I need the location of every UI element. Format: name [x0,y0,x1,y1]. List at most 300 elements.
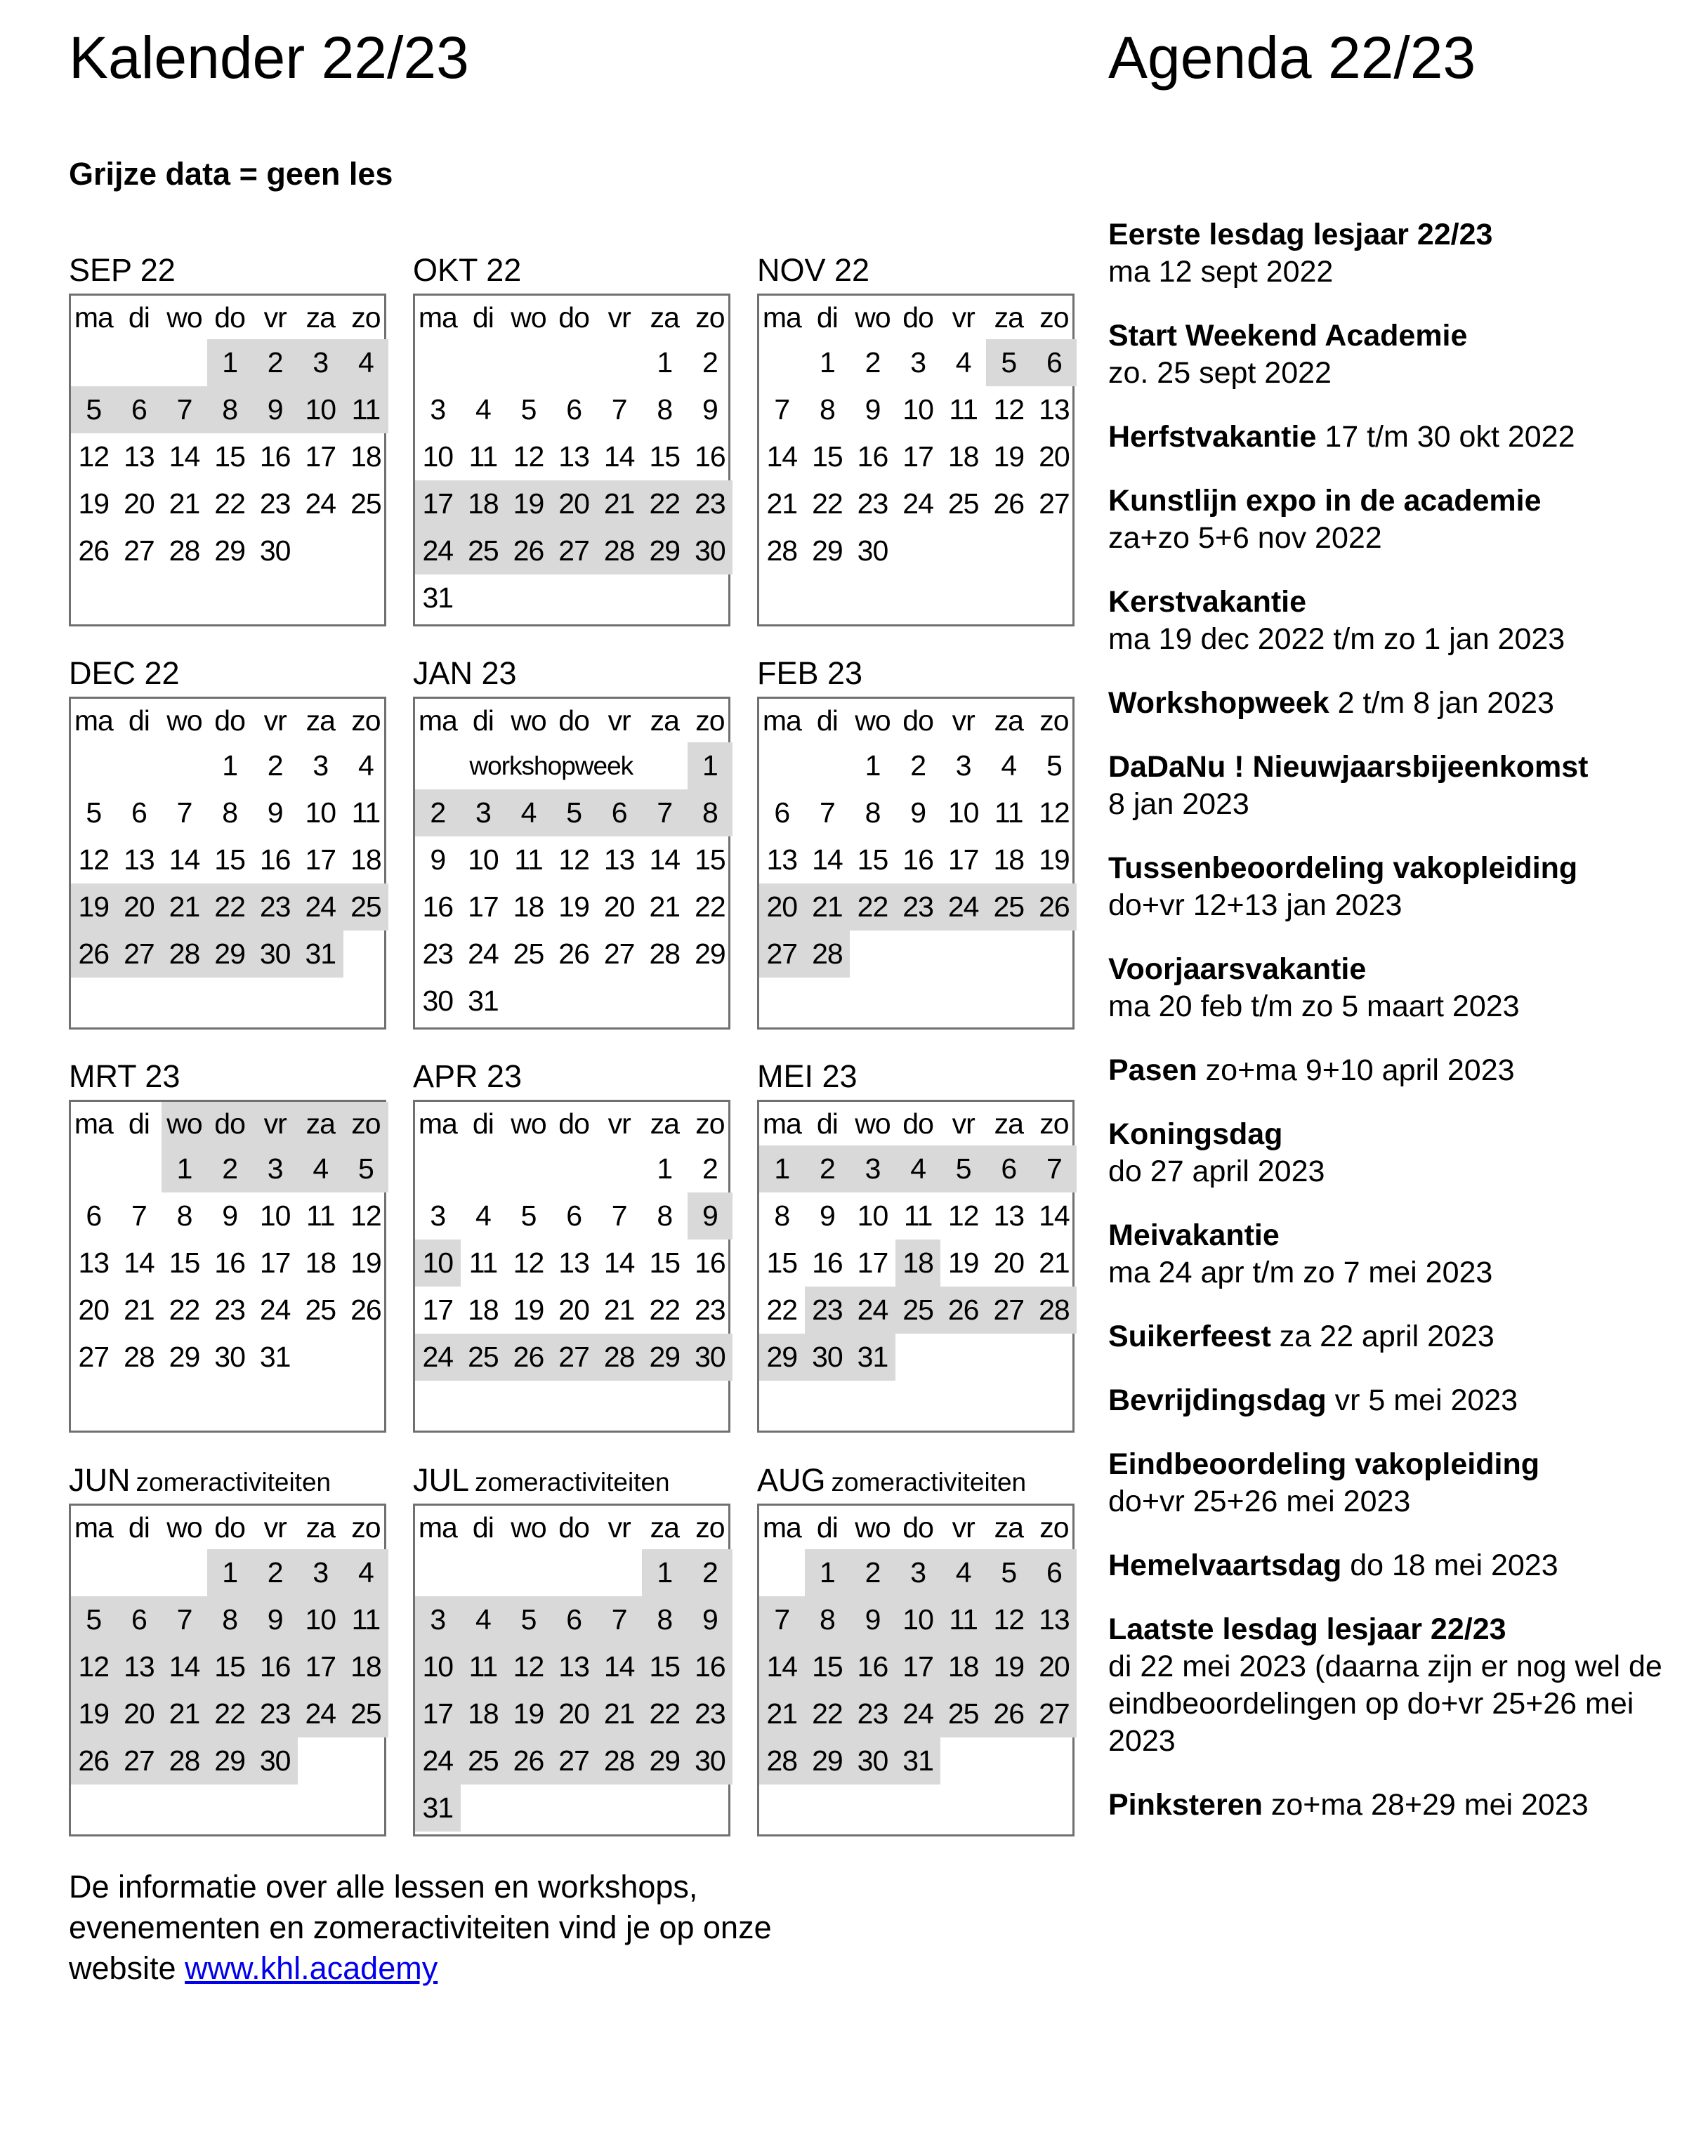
weekday-header: do [207,1102,253,1145]
day-cell: 14 [812,843,843,876]
day-cell: 5 [986,339,1032,386]
day-cell: 17 [298,1643,343,1690]
weekday-header: wo [511,1107,546,1140]
day-cell: 14 [124,1247,155,1279]
day-cell: 1 [207,339,253,386]
day-cell: 14 [649,843,681,876]
day-cell: 7 [774,393,790,426]
day-cell: 22 [805,1690,850,1737]
day-cell: 1 [657,346,673,379]
day-cell: 25 [461,1737,506,1784]
day-cell: 12 [993,393,1025,426]
day-cell: 3 [415,1596,461,1643]
day-cell: 2 [702,346,718,379]
day-cell: 15 [766,1247,798,1279]
day-cell: 14 [759,1643,805,1690]
month-note: zomeractiviteiten [831,1468,1027,1497]
day-cell: 26 [506,527,551,574]
day-cell: 21 [766,487,798,520]
day-cell: 8 [805,1596,850,1643]
day-cell: 27 [117,1737,162,1784]
day-cell: 27 [603,938,635,970]
day-cell: 18 [350,843,381,876]
day-cell: 14 [596,1643,642,1690]
month-grid [413,1504,730,1836]
day-cell: 29 [642,1737,688,1784]
day-cell: 16 [812,1247,843,1279]
day-cell: 19 [78,487,110,520]
day-cell: 22 [850,883,895,931]
month-name: MEI 23 [757,1058,858,1094]
day-cell: 11 [468,1247,498,1279]
day-cell: 15 [857,843,888,876]
day-cell: 25 [305,1294,336,1326]
day-cell: 21 [162,883,207,931]
day-cell: 2 [267,749,283,782]
day-cell: 16 [259,440,291,473]
day-cell: 20 [124,487,155,520]
day-cell: 9 [252,386,298,433]
weekday-header: vr [607,704,631,737]
agenda-item [1108,317,1670,392]
day-cell: 8 [176,1199,192,1232]
agenda-item [1108,1382,1670,1419]
day-cell: 11 [949,393,978,426]
day-cell: 15 [214,440,245,473]
weekday-header: za [994,1511,1023,1544]
day-cell: 25 [986,883,1032,931]
agenda-item-title: Suikerfeest [1108,1320,1271,1353]
day-cell: 4 [1001,749,1017,782]
day-cell: 29 [805,1737,850,1784]
day-cell: 7 [162,1596,207,1643]
day-cell: 23 [252,1690,298,1737]
weekday-header: wo [855,704,891,737]
agenda-item [1108,482,1670,557]
weekday-header: ma [418,301,457,334]
day-cell: 8 [657,393,673,426]
day-cell: 9 [688,1192,733,1240]
day-cell: 21 [1039,1247,1070,1279]
weekday-header: za [994,301,1023,334]
agenda-item [1108,584,1670,658]
day-cell: 28 [124,1341,155,1373]
weekday-header: di [472,1511,494,1544]
weekday-header: di [128,301,150,334]
day-cell: 9 [430,843,446,876]
weekday-header: do [902,1511,933,1544]
agenda-item-title: Laatste lesdag lesjaar 22/23 [1108,1612,1506,1646]
day-cell: 30 [259,534,291,567]
agenda-item [1108,419,1670,456]
agenda-item-title: Kerstvakantie [1108,585,1307,619]
weekday-header: vr [952,1107,975,1140]
weekday-header: zo [1039,1511,1069,1544]
day-cell: 25 [513,938,544,970]
footer-text: De informatie over alle lessen en workshops, evenementen en zomeractiviteiten vind je op onze website [69,1869,772,1986]
day-cell: 4 [506,789,551,836]
day-cell: 11 [994,796,1023,829]
day-cell: 21 [603,1294,635,1326]
day-cell: 14 [1039,1199,1070,1232]
day-cell: 22 [214,487,245,520]
day-cell: 17 [415,1690,461,1737]
day-cell: 30 [688,527,733,574]
day-cell: 27 [1039,487,1070,520]
day-cell: 15 [695,843,725,876]
day-cell: 17 [902,440,933,473]
day-cell: 8 [642,1596,688,1643]
weekday-header: do [214,704,245,737]
day-cell: 5 [986,1549,1032,1596]
day-cell: 2 [850,1549,895,1596]
day-cell: 30 [252,931,298,978]
day-cell: 24 [895,1690,941,1737]
month-calendar [69,252,386,626]
day-cell: 24 [415,1334,461,1381]
day-cell: 26 [993,487,1025,520]
month-label [69,1463,331,1500]
day-cell: 6 [1032,339,1077,386]
day-cell: 12 [986,1596,1032,1643]
day-cell: 14 [162,1643,207,1690]
day-cell: 3 [252,1145,298,1192]
day-cell: 6 [566,1199,582,1232]
agenda-item-date: zo+ma 28+29 mei 2023 [1270,1788,1589,1822]
agenda-item-date: zo+ma 9+10 april 2023 [1205,1053,1515,1087]
day-cell: 24 [940,883,986,931]
day-cell: 8 [657,1199,673,1232]
day-cell: 18 [343,1643,389,1690]
weekday-header: di [816,704,838,737]
weekday-header: wo [511,1511,546,1544]
day-cell: 23 [850,1690,895,1737]
month-grid [69,1504,386,1836]
day-cell: 4 [343,1549,389,1596]
weekday-header: zo [343,1102,389,1145]
day-cell: 19 [947,1247,979,1279]
day-cell: 11 [468,440,498,473]
day-cell: 10 [298,386,343,433]
day-cell: 3 [430,1199,446,1232]
day-cell: 27 [986,1287,1032,1334]
weekday-header: ma [74,1107,113,1140]
day-cell: 26 [986,1690,1032,1737]
day-cell: 13 [117,1643,162,1690]
agenda-item [1108,1547,1670,1584]
day-cell: 21 [596,1690,642,1737]
month-name: DEC 22 [69,655,180,691]
day-cell: 5 [1046,749,1062,782]
day-cell: 10 [895,1596,941,1643]
day-cell: 31 [298,931,343,978]
weekday-header: ma [762,704,801,737]
day-cell: 18 [895,1240,941,1287]
month-calendar [413,655,730,1030]
day-cell: 23 [422,938,454,970]
month-label [757,656,862,691]
weekday-header: za [306,301,335,334]
agenda-item [1108,1217,1670,1291]
day-cell: 24 [902,487,933,520]
day-cell: 3 [298,1549,343,1596]
month-grid [757,1100,1075,1433]
month-label [413,253,521,288]
day-cell: 7 [611,1199,627,1232]
day-cell: 10 [298,1596,343,1643]
day-cell: 2 [207,1145,253,1192]
day-cell: 9 [865,393,881,426]
day-cell: 29 [169,1341,200,1373]
day-cell: 18 [468,1294,499,1326]
weekday-header: wo [511,704,546,737]
day-cell: 14 [766,440,798,473]
month-grid [413,294,730,626]
day-cell: 9 [819,1199,835,1232]
day-cell: 29 [642,527,688,574]
agenda-item [1108,685,1670,722]
day-cell: 28 [169,534,200,567]
day-cell: 15 [649,440,681,473]
agenda-item [1108,850,1670,924]
day-cell: 6 [566,393,582,426]
weekday-header: di [128,704,150,737]
day-cell: 6 [551,1596,597,1643]
weekday-header: ma [762,1511,801,1544]
weekday-header: wo [166,301,202,334]
month-label [757,1059,858,1094]
day-cell: 4 [895,1145,941,1192]
day-cell: 17 [468,890,499,923]
month-name: AUG [757,1462,826,1498]
weekday-header: do [902,704,933,737]
day-cell: 23 [688,480,733,527]
weekday-header: za [306,704,335,737]
day-cell: 16 [695,440,725,473]
agenda-title: Agenda 22/23 [1108,25,1476,91]
month-name: FEB 23 [757,655,863,691]
month-label [69,253,176,288]
day-cell: 26 [71,1737,117,1784]
month-calendar [757,252,1075,626]
day-cell: 23 [857,487,888,520]
agenda-item-title: Kunstlijn expo in de academie [1108,484,1542,518]
month-name: JAN 23 [413,655,517,691]
day-cell: 19 [506,1690,551,1737]
day-cell: 4 [357,749,374,782]
weekday-header: ma [418,1511,457,1544]
weekday-header: di [816,1511,838,1544]
weekday-header: do [214,1511,245,1544]
day-cell: 10 [305,796,336,829]
day-cell: 6 [986,1145,1032,1192]
agenda-item-title: Hemelvaartsdag [1108,1549,1342,1582]
day-cell: 19 [993,440,1025,473]
day-cell: 22 [169,1294,200,1326]
day-cell: 31 [422,581,454,614]
weekday-header: vr [952,704,975,737]
month-label [69,1059,180,1094]
day-cell: 26 [558,938,589,970]
day-cell: 18 [350,440,381,473]
day-cell: 17 [305,843,336,876]
weekday-header: wo [166,1511,202,1544]
day-cell: 14 [603,440,635,473]
weekday-header: zo [695,704,725,737]
weekday-header: zo [1039,1107,1069,1140]
day-cell: 24 [259,1294,291,1326]
day-cell: 12 [513,1247,544,1279]
day-cell: 30 [857,534,888,567]
day-cell: 19 [71,883,117,931]
day-cell: 30 [688,1737,733,1784]
day-cell: 7 [642,789,688,836]
month-label [413,1463,670,1500]
day-cell: 12 [71,1643,117,1690]
agenda-item-date: zo. 25 sept 2022 [1108,356,1332,390]
weekday-header: vr [252,1102,298,1145]
day-cell: 20 [117,1690,162,1737]
day-cell: 23 [695,1294,725,1326]
day-cell: 28 [805,931,850,978]
day-cell: 28 [596,527,642,574]
day-cell: 9 [910,796,926,829]
month-grid [757,1504,1075,1836]
day-cell: 6 [131,796,147,829]
day-cell: 27 [117,931,162,978]
day-cell: 26 [506,1737,551,1784]
weekday-header: zo [351,1511,381,1544]
day-cell: 24 [415,527,461,574]
day-cell: 25 [343,883,389,931]
day-cell: 27 [759,931,805,978]
day-cell: 6 [774,796,790,829]
day-cell: 20 [78,1294,110,1326]
agenda-item-title: Pinksteren [1108,1788,1263,1822]
day-cell: 29 [759,1334,805,1381]
weekday-header: wo [855,301,891,334]
day-cell: 29 [812,534,843,567]
day-cell: 12 [78,843,110,876]
day-cell: 29 [207,931,253,978]
month-label [757,253,869,288]
day-cell: 10 [259,1199,291,1232]
day-cell: 20 [117,883,162,931]
day-cell: 12 [947,1199,979,1232]
month-label [413,656,517,691]
day-cell: 10 [415,1240,461,1287]
day-cell: 9 [222,1199,237,1232]
day-cell: 20 [1032,1643,1077,1690]
weekday-header: do [558,301,589,334]
day-cell: 12 [513,440,544,473]
agenda-item [1108,951,1670,1025]
month-calendar [69,655,386,1030]
day-cell: 2 [805,1145,850,1192]
month-grid [69,1100,386,1433]
day-cell: 20 [1039,440,1070,473]
day-cell: 13 [558,440,589,473]
day-cell: 11 [351,796,381,829]
day-cell: 4 [940,1549,986,1596]
day-cell: 20 [759,883,805,931]
day-cell: 24 [298,1690,343,1737]
agenda-item-date: za+zo 5+6 nov 2022 [1108,521,1382,555]
day-cell: 5 [940,1145,986,1192]
day-cell: 1 [657,1152,673,1185]
day-cell: 9 [688,1596,733,1643]
agenda-item-title: Start Weekend Academie [1108,319,1468,353]
day-cell: 29 [695,938,725,970]
day-cell: 25 [350,487,381,520]
weekday-header: ma [418,704,457,737]
day-cell: 5 [71,386,117,433]
footer-info [69,1867,841,1989]
day-cell: 9 [702,393,718,426]
day-cell: 19 [350,1247,381,1279]
day-cell: 3 [850,1145,895,1192]
month-grid [757,294,1075,626]
day-cell: 17 [305,440,336,473]
agenda-item-title: DaDaNu ! Nieuwjaarsbijeenkomst [1108,750,1589,784]
weekday-header: za [994,1107,1023,1140]
weekday-header: zo [695,1511,725,1544]
day-cell: 4 [475,1199,491,1232]
month-label [69,656,180,691]
agenda-item-title: Meivakantie [1108,1218,1280,1252]
day-cell: 27 [551,1334,597,1381]
day-cell: 13 [766,843,798,876]
day-cell: 10 [468,843,499,876]
website-link[interactable]: www.khl.academy [185,1950,438,1986]
weekday-header: di [816,1107,838,1140]
day-cell: 28 [162,1737,207,1784]
day-cell: 1 [222,749,237,782]
agenda-item-date: ma 20 feb t/m zo 5 maart 2023 [1108,990,1520,1023]
day-cell: 5 [551,789,597,836]
weekday-header: di [472,301,494,334]
weekday-header: vr [952,1511,975,1544]
day-cell: 11 [514,843,543,876]
day-cell: 17 [422,1294,454,1326]
day-cell: 28 [162,931,207,978]
weekday-header: di [472,704,494,737]
day-cell: 9 [850,1596,895,1643]
agenda-item-title: Eerste lesdag lesjaar 22/23 [1108,218,1493,251]
day-cell: 25 [343,1690,389,1737]
month-grid [413,697,730,1030]
day-cell: 22 [207,1690,253,1737]
agenda-list [1108,216,1670,1851]
day-cell: 4 [298,1145,343,1192]
agenda-item-title: Tussenbeoordeling vakopleiding [1108,851,1578,885]
agenda-item-date: vr 5 mei 2023 [1334,1383,1518,1417]
day-cell: 12 [350,1199,381,1232]
weekday-header: ma [418,1107,457,1140]
day-cell: 26 [1032,883,1077,931]
agenda-item-date: ma 24 apr t/m zo 7 mei 2023 [1108,1256,1493,1289]
month-calendar [413,252,730,626]
day-cell: 19 [558,890,589,923]
agenda-item-date: ma 19 dec 2022 t/m zo 1 jan 2023 [1108,622,1565,656]
day-cell: 15 [642,1643,688,1690]
day-cell: 9 [252,1596,298,1643]
month-note: zomeractiviteiten [136,1468,331,1497]
day-cell: 30 [688,1334,733,1381]
day-cell: 26 [940,1287,986,1334]
day-cell: 19 [986,1643,1032,1690]
day-cell: 10 [857,1199,888,1232]
